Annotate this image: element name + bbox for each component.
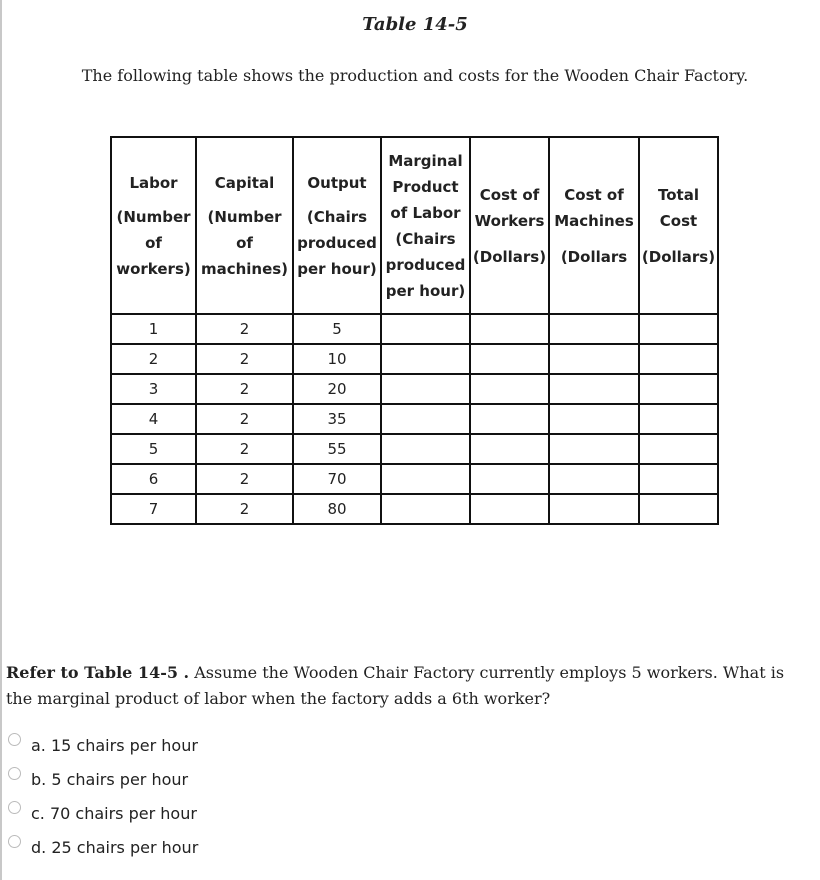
cell-cost-machines [549, 494, 639, 524]
cell-labor: 5 [111, 434, 196, 464]
cell-labor: 4 [111, 404, 196, 434]
intro-text: The following table shows the production and costs for the Wooden Chair Factory. [81, 66, 749, 85]
option-b[interactable] [8, 762, 198, 796]
cell-output: 5 [293, 314, 381, 344]
option-c[interactable] [8, 796, 198, 830]
cell-capital: 2 [196, 494, 293, 524]
cell-cost-machines [549, 344, 639, 374]
cell-labor: 3 [111, 374, 196, 404]
table-row [111, 314, 718, 344]
header-marginal-product [381, 137, 470, 314]
cell-total-cost [639, 494, 718, 524]
table-reference: Refer to Table 14-5 . [6, 663, 190, 682]
cell-cost-workers [470, 344, 549, 374]
header-line: workers) [116, 259, 191, 278]
header-line: Cost of [564, 185, 624, 204]
cell-output: 20 [293, 374, 381, 404]
cell-cost-machines [549, 404, 639, 434]
header-line: Cost of [479, 185, 540, 204]
cell-total-cost [639, 434, 718, 464]
header-line: Marginal [388, 151, 463, 170]
question-text [6, 660, 812, 712]
cell-labor: 6 [111, 464, 196, 494]
cell-cost-machines [549, 374, 639, 404]
table-row [111, 404, 718, 434]
cell-cost-machines [549, 464, 639, 494]
header-line: Workers [474, 211, 545, 230]
header-line: (Chairs [395, 229, 456, 248]
cell-output: 70 [293, 464, 381, 494]
header-line: produced [385, 255, 466, 274]
cell-total-cost [639, 344, 718, 374]
header-line: of [145, 233, 162, 252]
cell-capital: 2 [196, 404, 293, 434]
table-row [111, 374, 718, 404]
header-line: (Dollars) [472, 247, 547, 266]
cell-cost-workers [470, 464, 549, 494]
cell-capital: 2 [196, 434, 293, 464]
header-line: Machines [554, 211, 634, 230]
header-line: (Dollars [560, 247, 628, 266]
header-line: Total [658, 185, 699, 204]
header-line: Cost [659, 211, 698, 230]
cell-total-cost [639, 404, 718, 434]
cell-total-cost [639, 314, 718, 344]
header-labor [111, 137, 196, 314]
header-line: (Number [116, 207, 191, 226]
header-capital [196, 137, 293, 314]
left-border [0, 0, 2, 880]
cell-mpl [381, 374, 470, 404]
cell-cost-workers [470, 494, 549, 524]
cell-labor: 7 [111, 494, 196, 524]
table-title: Table 14-5 [362, 14, 468, 35]
cell-labor: 2 [111, 344, 196, 374]
option-label: b. 5 chairs per hour [31, 769, 189, 789]
header-line: machines) [200, 259, 289, 278]
option-d[interactable] [8, 830, 198, 864]
header-line: (Chairs [306, 207, 368, 226]
header-line: (Number [207, 207, 282, 226]
question-body: Assume the Wooden Chair Factory currently employs 5 workers. What is the marginal product of labor when the factory adds a 6th worker? [6, 663, 785, 708]
cell-output: 35 [293, 404, 381, 434]
cell-total-cost [639, 374, 718, 404]
radio-icon[interactable] [8, 767, 21, 780]
production-table [110, 136, 719, 525]
cell-output: 10 [293, 344, 381, 374]
radio-icon[interactable] [8, 801, 21, 814]
cell-cost-machines [549, 314, 639, 344]
cell-capital: 2 [196, 314, 293, 344]
cell-cost-machines [549, 434, 639, 464]
cell-cost-workers [470, 434, 549, 464]
answer-options [8, 728, 198, 864]
header-line: Output [307, 173, 367, 192]
header-line: per hour) [385, 281, 466, 300]
cell-cost-workers [470, 314, 549, 344]
cell-labor: 1 [111, 314, 196, 344]
header-line: Labor [129, 173, 178, 192]
header-line: (Dollars) [641, 247, 716, 266]
cell-capital: 2 [196, 344, 293, 374]
table-row [111, 494, 718, 524]
cell-mpl [381, 494, 470, 524]
radio-icon[interactable] [8, 835, 21, 848]
cell-cost-workers [470, 374, 549, 404]
option-label: d. 25 chairs per hour [31, 837, 199, 857]
header-line: of [236, 233, 253, 252]
cell-cost-workers [470, 404, 549, 434]
header-line: Capital [214, 173, 275, 192]
cell-capital: 2 [196, 374, 293, 404]
header-line: of Labor [390, 203, 461, 222]
option-a[interactable] [8, 728, 198, 762]
table-row [111, 434, 718, 464]
option-label: a. 15 chairs per hour [31, 735, 198, 755]
radio-icon[interactable] [8, 733, 21, 746]
cell-mpl [381, 344, 470, 374]
cell-mpl [381, 434, 470, 464]
header-line: Product [392, 177, 459, 196]
cell-total-cost [639, 464, 718, 494]
cell-output: 80 [293, 494, 381, 524]
table-header-row [111, 137, 718, 314]
table-row [111, 464, 718, 494]
header-output [293, 137, 381, 314]
cell-mpl [381, 404, 470, 434]
cell-mpl [381, 464, 470, 494]
header-cost-workers [470, 137, 549, 314]
option-label: c. 70 chairs per hour [31, 803, 197, 823]
header-total-cost [639, 137, 718, 314]
header-line: per hour) [297, 259, 377, 278]
header-cost-machines [549, 137, 639, 314]
header-line: produced [297, 233, 377, 252]
table-row [111, 344, 718, 374]
cell-mpl [381, 314, 470, 344]
cell-output: 55 [293, 434, 381, 464]
cell-capital: 2 [196, 464, 293, 494]
